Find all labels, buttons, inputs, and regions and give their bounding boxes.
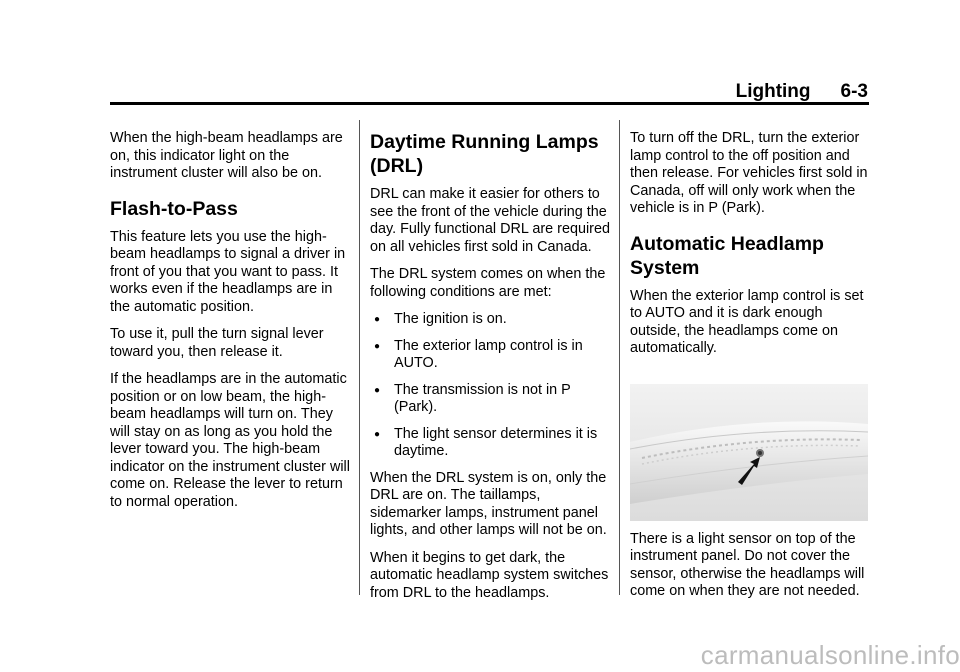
paragraph: This feature lets you use the high-beam headlamps to signal a driver in front of you that you want to pass. It works even if the headlamps are in the automatic position.	[110, 228, 346, 315]
paragraph: When the high-beam headlamps are on, this indicator light on the instrument cluster will also be on.	[110, 130, 343, 181]
watermark: carmanualsonline.info	[700, 640, 960, 670]
column-2	[370, 130, 610, 612]
paragraph: To use it, pull the turn signal lever toward you, then release it.	[110, 326, 324, 360]
section-heading-flash-to-pass: Flash-to-Pass	[110, 197, 238, 220]
column-divider	[619, 120, 620, 595]
list-item-text: The exterior lamp control is in AUTO.	[394, 337, 583, 371]
bullet-icon: ●	[374, 314, 381, 325]
section-title: Lighting	[735, 81, 811, 102]
dashboard-sensor-illustration	[630, 384, 868, 521]
list-item	[370, 311, 610, 329]
header-title	[736, 80, 868, 104]
light-sensor-photo	[630, 384, 868, 521]
column-1	[110, 130, 355, 521]
header-rule	[110, 102, 869, 105]
list-item-text: The transmission is not in P (Park).	[394, 381, 571, 415]
list-item	[370, 426, 610, 461]
paragraph: When the exterior lamp control is set to AUTO and it is dark enough outside, the headlamps come on automatically.	[630, 287, 864, 356]
paragraph: The DRL system comes on when the following conditions are met:	[370, 266, 606, 300]
section-heading-drl: Daytime Running Lamps (DRL)	[370, 131, 599, 177]
list-item-text: The light sensor determines it is daytime.	[394, 425, 598, 459]
paragraph: To turn off the DRL, turn the exterior lamp control to the off position and then release. For vehicles first sold in Canada, off will only work when the vehicle is in P (Park).	[630, 130, 868, 216]
bullet-icon: ●	[374, 384, 381, 396]
list-item-text: The ignition is on.	[394, 311, 507, 327]
drl-conditions-list	[370, 311, 610, 461]
paragraph: If the headlamps are in the automatic position or on low beam, the high-beam headlamps will turn on. They will stay on as long as you hold the lever toward you. The high-beam indicator on the instrument cluster will come on. Release the lever to return to normal operation.	[110, 371, 350, 510]
paragraph: There is a light sensor on top of the instrument panel. Do not cover the sensor, otherwise the headlamps will come on when they are not needed.	[630, 530, 865, 599]
paragraph: DRL can make it easier for others to see the front of the vehicle during the day. Fully functional DRL are required on all vehicles first sold in Canada.	[370, 186, 610, 255]
column-3	[630, 130, 870, 611]
paragraph: When the DRL system is on, only the DRL are on. The taillamps, sidemarker lamps, instrument panel lights, and other lamps will not be on.	[370, 469, 607, 538]
bullet-icon: ●	[374, 428, 381, 440]
list-item	[370, 382, 610, 417]
paragraph: When it begins to get dark, the automatic headlamp system switches from DRL to the headlamps.	[370, 549, 609, 601]
list-item	[370, 338, 610, 373]
bullet-icon: ●	[374, 340, 381, 352]
page-number: 6-3	[840, 81, 868, 102]
page-header	[0, 0, 960, 106]
column-divider	[359, 120, 360, 595]
section-heading-automatic-headlamp: Automatic Headlamp System	[630, 232, 824, 279]
